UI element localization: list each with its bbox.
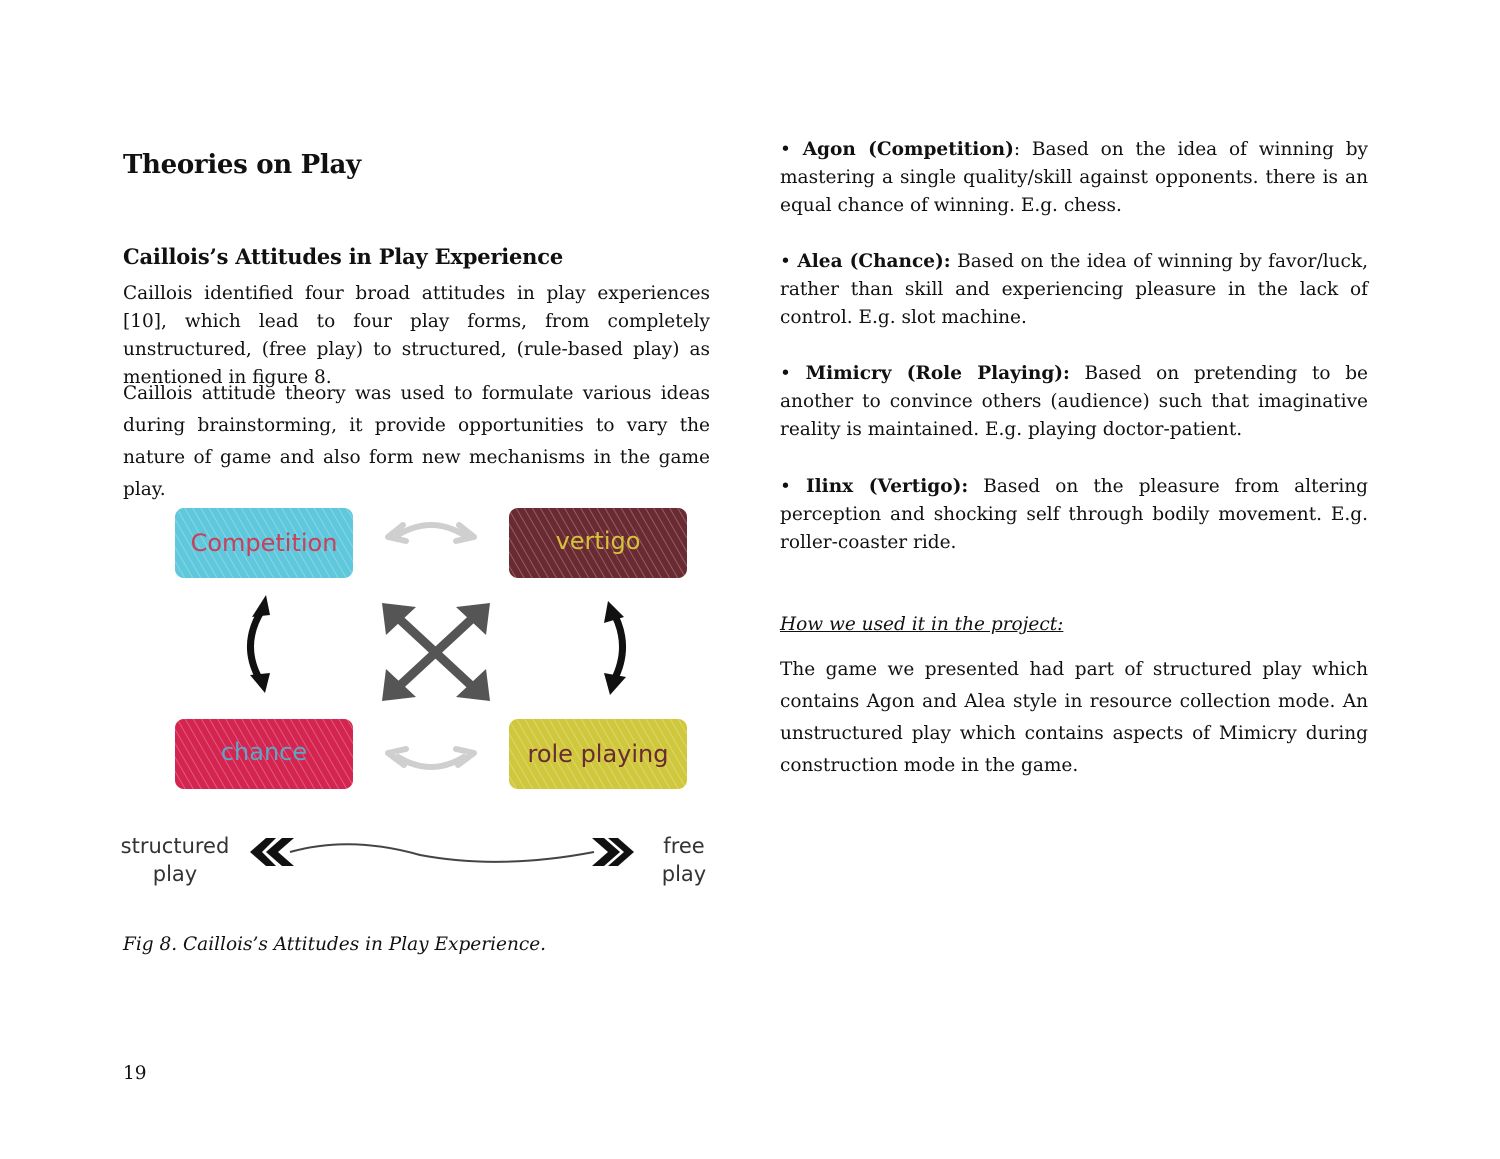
bullet-mimicry-text: Based on pretending to be another to convince others (audience) such that imaginative reality is maintained. E.g. playing doctor-patient. [780, 363, 1368, 440]
free-label-line1: free [663, 834, 705, 858]
bullet-alea-term: Alea (Chance): [797, 251, 951, 272]
structured-label-line2: play [152, 862, 198, 886]
competition-label: Competition [190, 529, 338, 557]
section-heading: Caillois’s Attitudes in Play Experience [123, 244, 563, 269]
left-vertical-arrow-icon [250, 595, 270, 693]
how-used-heading: How we used it in the project: [780, 614, 1064, 635]
intro-paragraph: Caillois identified four broad attitudes in play experiences [10], which lead to four play forms, from completely unstructured, (free play) to structured, (rule-based play) as mentioned in figure 8. [123, 283, 710, 388]
competition-box [175, 508, 353, 578]
role-playing-label: role playing [527, 740, 669, 768]
caillois-figure [120, 495, 720, 895]
left-chevrons-icon [250, 838, 294, 866]
bullet-alea: • Alea (Chance): Based on the idea of winning by favor/luck, rather than skill and experiencing pleasure in the lack of control. E.g. slot machine. [780, 251, 1368, 328]
continuum-line [290, 844, 594, 862]
bullet-agon-term: Agon (Competition) [802, 139, 1014, 160]
right-chevrons-icon [592, 838, 634, 866]
page-number: 19 [123, 1063, 147, 1084]
how-used-paragraph: The game we presented had part of structured play which contains Agon and Alea style in resource collection mode. An unstructured play which contains aspects of Mimicry during construction mode in the game. [780, 659, 1368, 776]
figure-caption: Fig 8. Caillois’s Attitudes in Play Experience. [123, 934, 547, 955]
role-playing-box [509, 719, 687, 789]
bottom-double-arrow-icon [388, 749, 474, 767]
cross-arrows-icon [382, 603, 490, 701]
bullet-ilinx: • Ilinx (Vertigo): Based on the pleasure from altering perception and shocking self through bodily movement. E.g. roller-coaster ride. [780, 476, 1368, 553]
bullet-ilinx-term: Ilinx (Vertigo): [805, 476, 969, 497]
bullet-mimicry-term: Mimicry (Role Playing): [805, 363, 1070, 384]
theory-paragraph: Caillois attitude theory was used to formulate various ideas during brainstorming, it provide opportunities to vary the nature of game and also form new mechanisms in the game play. [123, 383, 710, 500]
page-title: Theories on Play [123, 150, 361, 180]
right-vertical-arrow-icon [604, 601, 626, 695]
top-double-arrow-icon [388, 525, 474, 541]
bullet-alea-text: Based on the idea of winning by favor/luck, rather than skill and experiencing pleasure in the lack of control. E.g. slot machine. [780, 251, 1368, 328]
bullet-agon-text: Based on the idea of winning by mastering a single quality/skill against opponents. there is an equal chance of winning. E.g. chess. [780, 139, 1369, 216]
bullet-ilinx-text: Based on the pleasure from altering perception and shocking self through bodily movement. E.g. roller-coaster ride. [780, 476, 1368, 553]
free-label-line2: play [661, 862, 707, 886]
vertigo-box [509, 508, 687, 578]
chance-box [175, 719, 353, 789]
structured-label-line1: structured [120, 834, 230, 858]
bullet-mimicry: • Mimicry (Role Playing): Based on pretending to be another to convince others (audience) such that imaginative reality is maintained. E.g. playing doctor-patient. [780, 363, 1368, 440]
vertigo-label: vertigo [555, 527, 641, 555]
chance-label: chance [220, 738, 308, 766]
bullet-agon: • Agon (Competition): Based on the idea of winning by mastering a single quality/skill against opponents. there is an equal chance of winning. E.g. chess. [780, 139, 1369, 216]
